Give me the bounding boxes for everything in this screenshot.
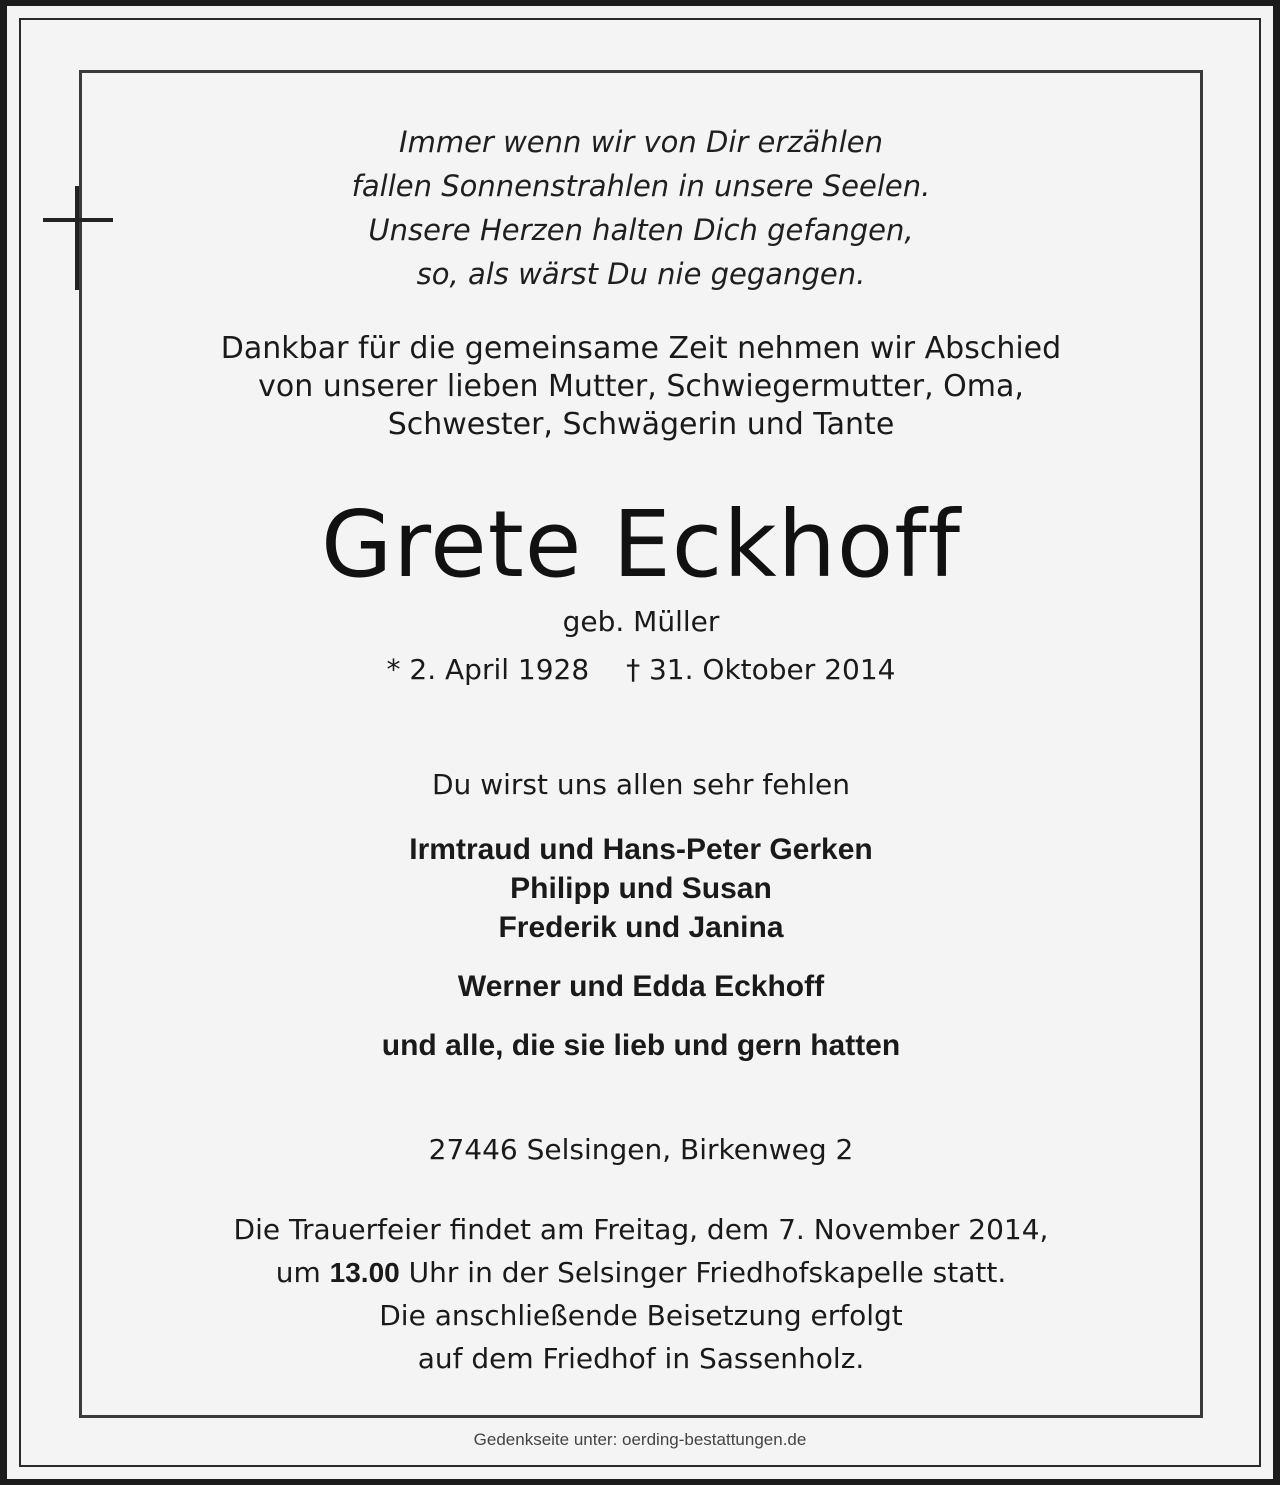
mourner-line: Werner und Edda Eckhoff [457, 970, 825, 1003]
mourners-list [79, 830, 1203, 1065]
miss-line: Du wirst uns allen sehr fehlen [432, 768, 850, 801]
poem-line: Unsere Herzen halten Dich gefangen, [368, 213, 914, 247]
mourner-line: Irmtraud und Hans-Peter Gerken [409, 833, 873, 866]
maiden-name: geb. Müller [562, 605, 720, 638]
funeral-time: 13.00 [329, 1257, 400, 1288]
intro-line: Schwester, Schwägerin und Tante [387, 407, 895, 442]
deceased-name: Grete Eckhoff [321, 491, 961, 598]
obituary-sheet [7, 6, 1273, 1479]
poem-line: Immer wenn wir von Dir erzählen [399, 125, 883, 159]
memorial-page-link[interactable]: Gedenkseite unter: oerding-bestattungen.de [473, 1430, 807, 1449]
death-date: † 31. Oktober 2014 [626, 653, 896, 686]
funeral-line [79, 1251, 1203, 1294]
funeral-line-prefix: um [275, 1256, 330, 1289]
poem-line: fallen Sonnenstrahlen in unsere Seelen. [351, 169, 931, 203]
funeral-line: Die anschließende Beisetzung erfolgt [379, 1299, 903, 1332]
mourner-line: Philipp und Susan [510, 872, 772, 905]
poem-line: so, als wärst Du nie gegangen. [416, 257, 866, 291]
mourner-line: und alle, die sie lieb und gern hatten [381, 1029, 901, 1062]
mourner-line: Frederik und Janina [498, 911, 784, 944]
funeral-line-suffix: Uhr in der Selsinger Friedhofskapelle statt. [399, 1256, 1007, 1289]
birth-date: * 2. April 1928 [386, 653, 590, 686]
poem [79, 120, 1203, 296]
address: 27446 Selsingen, Birkenweg 2 [428, 1133, 854, 1166]
intro-line: Dankbar für die gemeinsame Zeit nehmen wir Abschied [220, 331, 1062, 366]
funeral-line: Die Trauerfeier findet am Freitag, dem 7. November 2014, [233, 1213, 1049, 1246]
funeral-details [79, 1208, 1203, 1380]
funeral-line: auf dem Friedhof in Sassenholz. [417, 1342, 865, 1375]
intro-line: von unserer lieben Mutter, Schwiegermutter, Oma, [258, 369, 1024, 404]
intro-text [79, 330, 1203, 444]
life-dates [79, 650, 1203, 690]
